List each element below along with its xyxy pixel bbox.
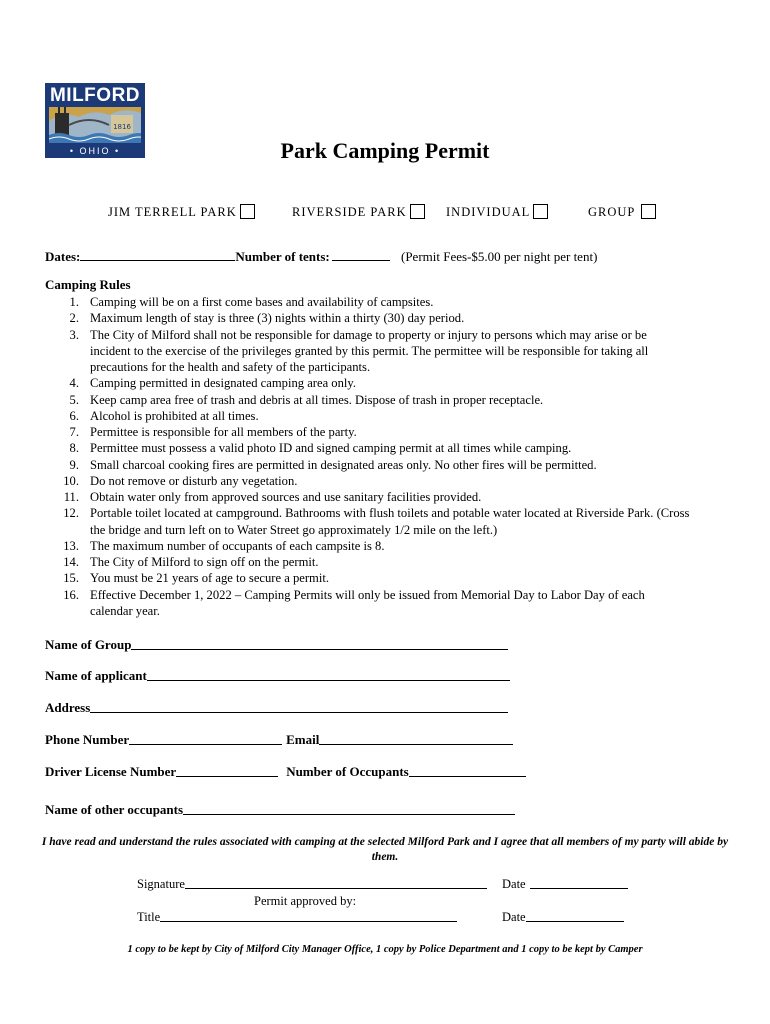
signature-date-field[interactable] (530, 887, 628, 889)
list-item: 16. Effective December 1, 2022 – Camping Permits will only be issued from Memorial Day to Labor Day of each calendar year. (63, 587, 645, 618)
approval-date-field[interactable] (526, 920, 624, 922)
list-item: 5. Keep camp area free of trash and debris at all times. Dispose of trash in proper receptacle. (69, 392, 544, 407)
dates-row (45, 248, 597, 265)
group-checkbox[interactable] (641, 204, 656, 219)
tents-field[interactable] (332, 248, 390, 261)
phone-field[interactable] (129, 743, 282, 745)
option-label: INDIVIDUAL (446, 205, 531, 219)
list-item: 15. You must be 21 years of age to secure a permit. (63, 571, 329, 586)
option-label: RIVERSIDE PARK (292, 205, 407, 219)
email-field[interactable] (319, 743, 513, 745)
list-item: 13. The maximum number of occupants of each campsite is 8. (63, 538, 385, 553)
tents-label: Number of tents: (235, 249, 330, 264)
phone-label: Phone Number (45, 732, 130, 747)
agreement-statement: I have read and understand the rules associated with camping at the selected Milford Park and I agree that all members of my party will abide by them. (41, 836, 729, 863)
list-item: 3. The City of Milford shall not be responsible for damage to property or injury to persons which may arise or be incident to the exercise of the privileges granted by this permit. The permittee will be responsible for taking all precautions for the health and safety of the participants. (69, 327, 649, 374)
group-name-row (45, 637, 508, 653)
dates-label: Dates: (45, 249, 81, 264)
list-item: 10. Do not remove or disturb any vegetation. (63, 473, 298, 488)
option-riverside-park (292, 205, 425, 220)
title-row (137, 910, 457, 925)
list-item: 14. The City of Milford to sign off on the permit. (63, 555, 319, 569)
list-item: 1. Camping will be on a first come bases and availability of campsites. (69, 295, 434, 309)
individual-checkbox[interactable] (533, 204, 548, 219)
other-occupants-field[interactable] (183, 813, 515, 815)
signature-date-row (502, 877, 628, 892)
page-title: Park Camping Permit (280, 138, 490, 163)
applicant-row (45, 668, 510, 684)
title-label: Title (137, 910, 161, 924)
list-item: 9. Small charcoal cooking fires are permitted in designated areas only. No other fires will be permitted. (69, 457, 597, 472)
permit-fees: (Permit Fees-$5.00 per night per tent) (401, 249, 598, 264)
applicant-field[interactable] (147, 679, 510, 681)
logo-year: 1816 (113, 123, 131, 131)
dates-field[interactable] (80, 248, 235, 261)
riverside-park-checkbox[interactable] (410, 204, 425, 219)
occupants-field[interactable] (409, 775, 526, 777)
license-label: Driver License Number (45, 764, 177, 779)
other-occupants-label: Name of other occupants (45, 802, 184, 817)
group-name-field[interactable] (131, 648, 508, 650)
option-jim-terrell-park (108, 205, 255, 220)
approved-by-label: Permit approved by: (254, 894, 357, 908)
list-item: 2. Maximum length of stay is three (3) nights within a thirty (30) day period. (69, 311, 465, 326)
list-item: 8. Permittee must possess a valid photo ID and signed camping permit at all times while camping. (69, 441, 572, 456)
option-label: JIM TERRELL PARK (108, 205, 237, 219)
signature-field[interactable] (185, 887, 487, 889)
occupants-label: Number of Occupants (286, 764, 409, 779)
option-group (588, 205, 656, 220)
date-label: Date (502, 910, 526, 924)
title-field[interactable] (160, 920, 457, 922)
list-item: 7. Permittee is responsible for all members of the party. (69, 425, 357, 439)
option-individual (446, 205, 548, 220)
address-field[interactable] (90, 711, 508, 713)
license-occupants-row (45, 764, 526, 780)
copy-distribution-note: 1 copy to be kept by City of Milford City Manager Office, 1 copy by Police Department and 1 copy to be kept by Camper (127, 944, 643, 955)
phone-email-row (45, 732, 513, 748)
date-label: Date (502, 877, 526, 891)
option-label: GROUP (588, 205, 636, 219)
list-item: 11. Obtain water only from approved sources and use sanitary facilities provided. (63, 490, 482, 504)
list-item: 6. Alcohol is prohibited at all times. (69, 408, 259, 423)
logo-state: • OHIO • (69, 146, 121, 156)
applicant-label: Name of applicant (45, 668, 147, 683)
signature-row (137, 877, 487, 892)
list-item: 12. Portable toilet located at campground. Bathrooms with flush toilets and potable water located at Riverside Park. (Cross the bridge and turn left on to Water Street go approximately 1/2 mile on the left.) (63, 506, 690, 537)
rules-heading: Camping Rules (45, 277, 131, 292)
email-label: Email (286, 732, 320, 747)
group-name-label: Name of Group (45, 637, 132, 652)
rules-list (45, 294, 695, 619)
other-occupants-row (45, 802, 515, 818)
logo-wordmark: MILFORD (49, 85, 141, 106)
address-label: Address (45, 700, 91, 715)
approval-date-row (502, 910, 624, 925)
jim-terrell-park-checkbox[interactable] (240, 204, 255, 219)
list-item: 4. Camping permitted in designated camping area only. (69, 376, 357, 391)
signature-label: Signature (137, 877, 185, 891)
license-field[interactable] (176, 775, 278, 777)
address-row (45, 700, 508, 716)
